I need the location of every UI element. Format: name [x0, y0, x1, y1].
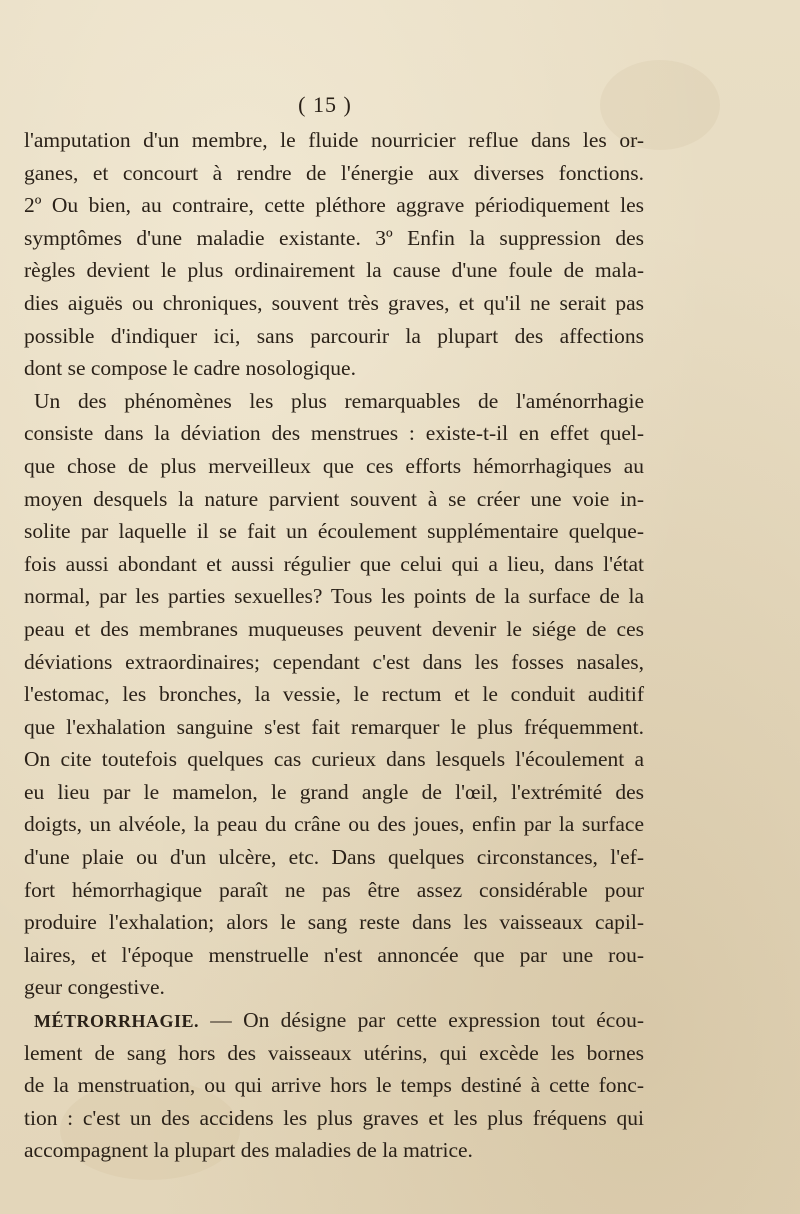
text-line [24, 548, 644, 581]
text-line [24, 939, 644, 972]
line-text: lement de sang hors des vaisseaux utérins, qui excède les bornes [24, 1040, 644, 1065]
line-text: normal, par les parties sexuelles? Tous les points de la surface de la [24, 584, 644, 609]
text-line [24, 157, 644, 190]
text-line [24, 743, 644, 776]
text-line [24, 189, 644, 222]
line-text: ganes, et concourt à rendre de l'énergie aux diverses fonctions. [24, 160, 644, 185]
text-line [24, 417, 644, 450]
text-line [24, 515, 644, 548]
line-text: solite par laquelle il se fait un écoulement supplémentaire quelque- [24, 519, 644, 544]
line-text: On cite toutefois quelques cas curieux dans lesquels l'écoulement a [24, 747, 644, 772]
text-line [24, 1037, 644, 1070]
text-line [24, 320, 644, 353]
text-line [24, 841, 644, 874]
text-line [24, 874, 644, 907]
line-text: d'une plaie ou d'un ulcère, etc. Dans quelques circonstances, l'ef- [24, 845, 644, 870]
line-text: Un des phénomènes les plus remarquables de l'aménorrhagie [34, 388, 644, 413]
text-line [24, 808, 644, 841]
body-text [24, 124, 644, 1167]
page-number: ( 15 ) [298, 92, 352, 117]
section-heading: MÉTRORRHAGIE. [34, 1011, 200, 1032]
line-text: — On désigne par cette expression tout écou- [199, 1008, 644, 1033]
line-text: déviations extraordinaires; cependant c'est dans les fosses nasales, [24, 649, 644, 674]
text-line [24, 1069, 644, 1102]
text-line [24, 124, 644, 157]
text-line [24, 906, 644, 939]
line-text: moyen desquels la nature parvient souvent à se créer une voie in- [24, 486, 644, 511]
text-line [24, 1102, 644, 1135]
line-text: dies aiguës ou chroniques, souvent très graves, et qu'il ne serait pas [24, 290, 644, 315]
line-text: eu lieu par le mamelon, le grand angle de l'œil, l'extrémité des [24, 779, 644, 804]
line-text: dont se compose le cadre nosologique. [24, 356, 356, 381]
line-text: tion : c'est un des accidens les plus graves et les plus fréquens qui [24, 1105, 644, 1130]
text-line [24, 678, 644, 711]
line-text: geur congestive. [24, 975, 165, 1000]
line-text: l'estomac, les bronches, la vessie, le rectum et le conduit auditif [24, 682, 644, 707]
line-text: peau et des membranes muqueuses peuvent devenir le siége de ces [24, 616, 644, 641]
text-line [24, 580, 644, 613]
text-line [24, 1134, 644, 1167]
text-line [24, 711, 644, 744]
text-line [24, 222, 644, 255]
line-text: que l'exhalation sanguine s'est fait remarquer le plus fréquemment. [24, 714, 644, 739]
line-text: doigts, un alvéole, la peau du crâne ou des joues, enfin par la surface [24, 812, 644, 837]
text-line [24, 385, 644, 418]
line-text: symptômes d'une maladie existante. 3º Enfin la suppression des [24, 225, 644, 250]
text-line [24, 971, 644, 1004]
line-text: accompagnent la plupart des maladies de la matrice. [24, 1138, 473, 1163]
line-text: consiste dans la déviation des menstrues : existe-t-il en effet quel- [24, 421, 644, 446]
line-text: laires, et l'époque menstruelle n'est annoncée que par une rou- [24, 942, 644, 967]
line-text: produire l'exhalation; alors le sang reste dans les vaisseaux capil- [24, 910, 644, 935]
line-text: fort hémorrhagique paraît ne pas être assez considérable pour [24, 877, 644, 902]
text-line [24, 1004, 644, 1037]
text-line [24, 776, 644, 809]
line-text: l'amputation d'un membre, le fluide nourricier reflue dans les or- [24, 128, 644, 152]
text-line [24, 450, 644, 483]
line-text: règles devient le plus ordinairement la cause d'une foule de mala- [24, 258, 644, 283]
text-line [24, 613, 644, 646]
text-line [24, 287, 644, 320]
text-line [24, 352, 644, 385]
line-text: fois aussi abondant et aussi régulier que celui qui a lieu, dans l'état [24, 551, 644, 576]
text-line [24, 646, 644, 679]
line-text: possible d'indiquer ici, sans parcourir la plupart des affections [24, 323, 644, 348]
text-line [24, 483, 644, 516]
line-text: 2º Ou bien, au contraire, cette pléthore aggrave périodiquement les [24, 193, 644, 218]
text-line [24, 254, 644, 287]
line-text: de la menstruation, ou qui arrive hors le temps destiné à cette fonc- [24, 1073, 644, 1098]
line-text: que chose de plus merveilleux que ces efforts hémorrhagiques au [24, 453, 644, 478]
